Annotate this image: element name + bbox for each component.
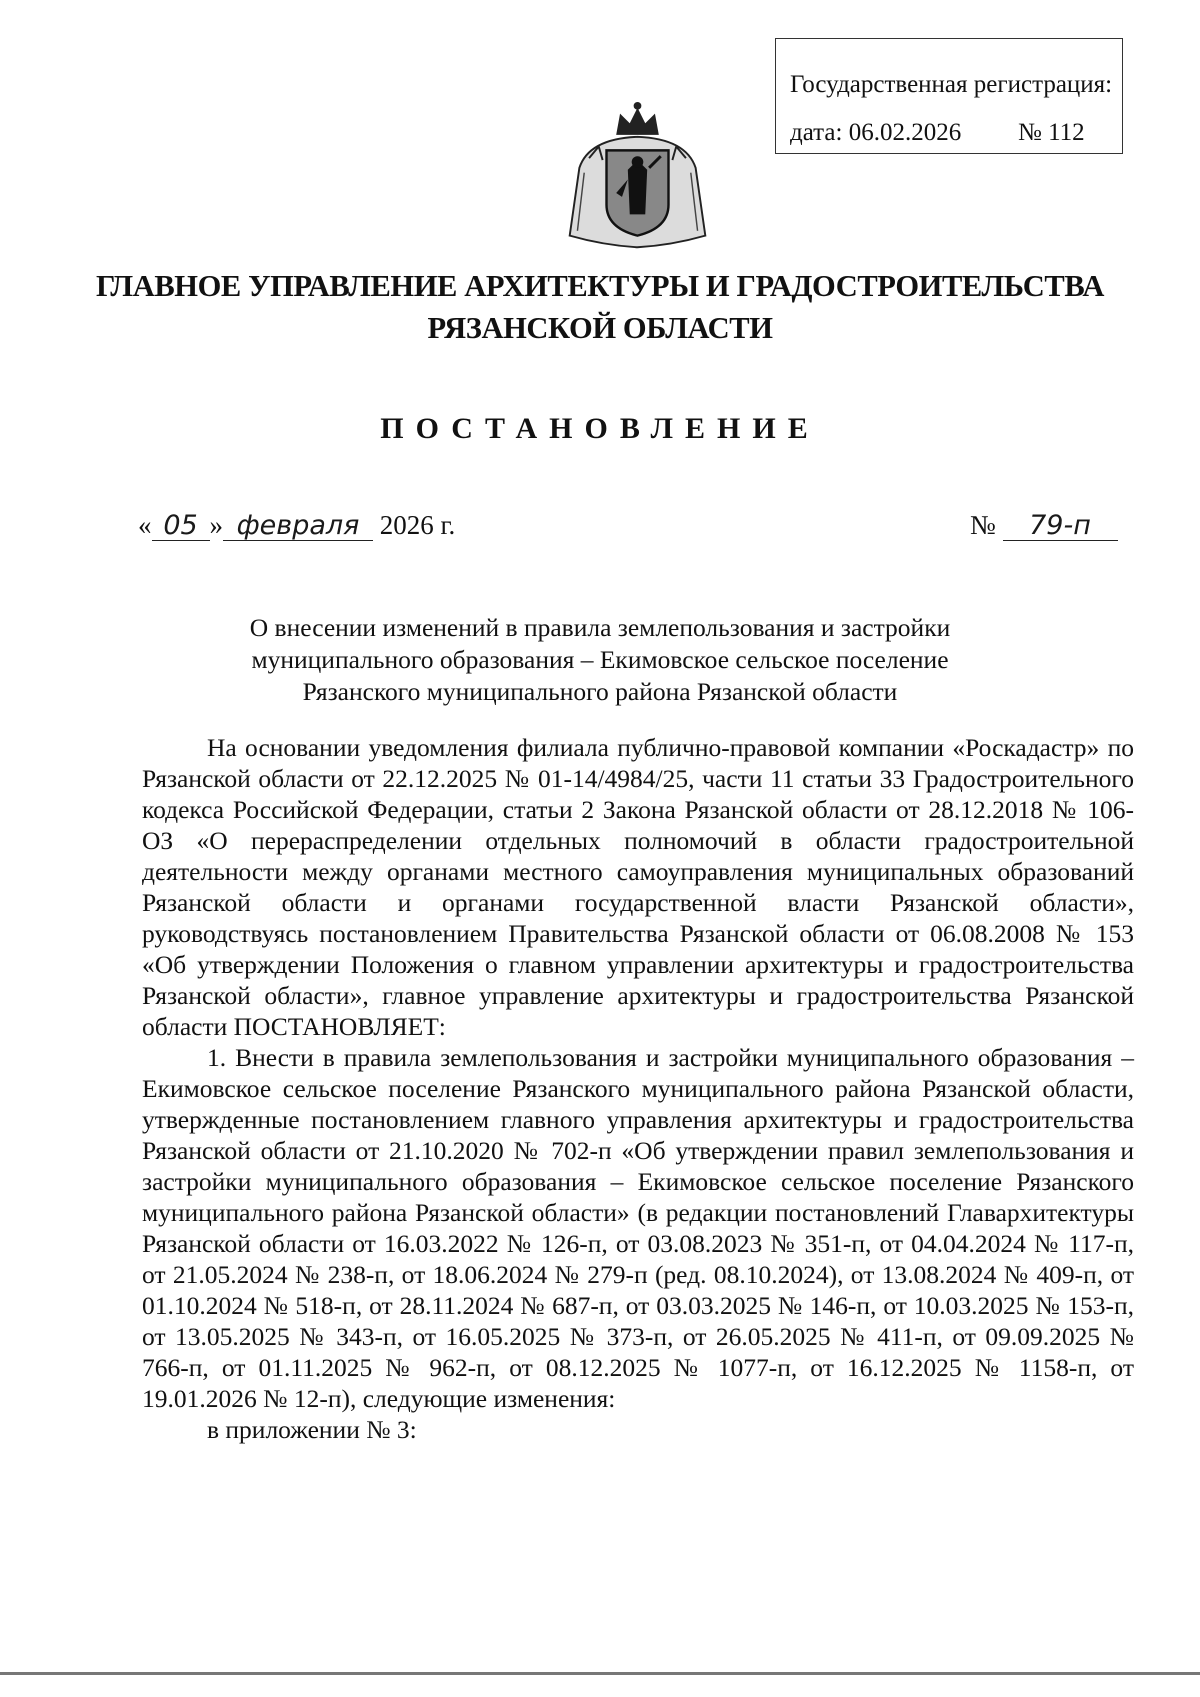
item-1-paragraph: 1. Внести в правила землепользования и застройки муниципального образования – Екимовское сельское поселение Рязанского муниципального района Рязанской области, утвержденные постановлением главного управления архитектуры и градостроительства Рязанской области от 21.10.2020 № 702-п «Об утверждении правил землепользования и застройки муниципального образования – Екимовское сельское поселение Рязанского муниципального района Рязанской области» (в редакции постановлений Главархитектуры Рязанской области от 16.03.2022 № 126-п, от 03.08.2023 № 351-п, от 04.04.2024 № 117-п, от 21.05.2024 № 238-п, от 18.06.2024 № 279-п (ред. 08.10.2024), от 13.08.2024 № 409-п, от 01.10.2024 № 518-п, от 28.11.2024 № 687-п, от 03.03.2025 № 146-п, от 10.03.2025 № 153-п, от 13.05.2025 № 343-п, от 16.05.2025 № 373-п, от 26.05.2025 № 411-п, от 09.09.2025 № 766-п, от 01.11.2025 № 962-п, от 08.12.2025 № 1077-п, от 16.12.2025 № 1158-п, от 19.01.2026 № 12-п), следующие изменения:	[142, 1043, 1134, 1413]
date-close-quote: »	[209, 510, 223, 540]
handwritten-day: 05	[152, 512, 210, 541]
registration-heading: Государственная регистрация:	[790, 71, 1113, 98]
subject-line3: Рязанского муниципального района Рязанской области	[302, 677, 898, 706]
document-subject	[0, 612, 1200, 708]
agency-name-line2: РЯЗАНСКОЙ ОБЛАСТИ	[427, 311, 773, 345]
appendix-paragraph: в приложении № 3:	[207, 1415, 417, 1444]
ryazan-coat-of-arms-icon	[560, 100, 715, 255]
handwritten-number: 79-п	[1003, 512, 1118, 541]
registration-details	[790, 109, 1122, 157]
subject-line1: О внесении изменений в правила землепользования и застройки	[249, 613, 951, 642]
subject-line2: муниципального образования – Екимовское сельское поселение	[251, 645, 949, 674]
agency-name-line1: ГЛАВНОЕ УПРАВЛЕНИЕ АРХИТЕКТУРЫ И ГРАДОСТРОИТЕЛЬСТВА	[95, 269, 1105, 303]
document-body	[142, 732, 1134, 1445]
document-type-heading: ПОСТАНОВЛЕНИЕ	[380, 412, 820, 445]
document-date	[138, 510, 455, 541]
page-bottom-edge	[0, 1672, 1200, 1675]
handwritten-month: февраля	[223, 512, 373, 541]
preamble-paragraph: На основании уведомления филиала публично-правовой компании «Роскадастр» по Рязанской области от 22.12.2025 № 01-14/4984/25, части 11 статьи 33 Градостроительного кодекса Российской Федерации, статьи 2 Закона Рязанской области от 28.12.2018 № 106-ОЗ «О перераспределении отдельных полномочий в области градостроительной деятельности между органами местного самоуправления муниципальных образований Рязанской области и органами государственной власти Рязанской области», руководствуясь постановлением Правительства Рязанской области от 06.08.2008 № 153 «Об утверждении Положения о главном управлении архитектуры и градостроительства Рязанской области», главное управление архитектуры и градостроительства Рязанской области ПОСТАНОВЛЯЕТ:	[142, 733, 1134, 1041]
agency-name	[0, 265, 1200, 349]
registration-number: № 112	[1018, 119, 1085, 146]
date-open-quote: «	[138, 510, 152, 540]
date-year: 2026 г.	[379, 510, 456, 540]
registration-date: дата: 06.02.2026	[790, 119, 962, 146]
document-number	[970, 510, 1118, 541]
number-prefix: №	[970, 510, 996, 540]
registration-stamp-box	[775, 38, 1123, 154]
